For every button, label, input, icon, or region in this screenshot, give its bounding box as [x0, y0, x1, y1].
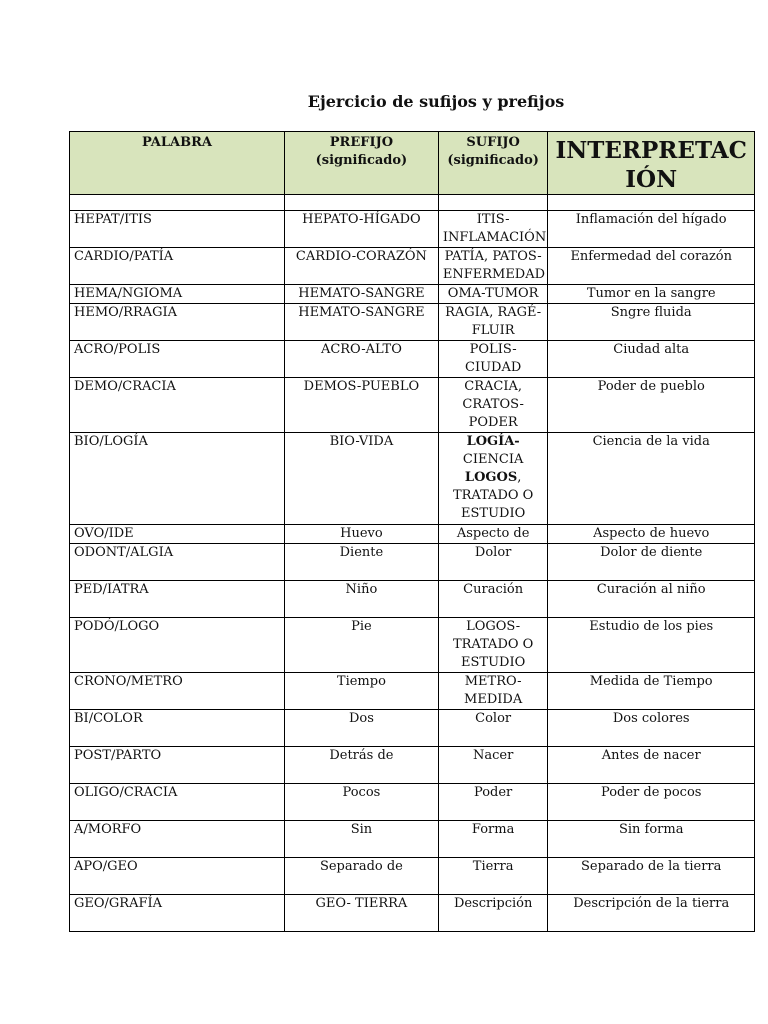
document-title: Ejercicio de sufijos y prefijos — [307, 92, 565, 111]
header-prefijo: PREFIJO (significado) — [284, 132, 438, 195]
sufijo-line: PATÍA, PATOS- — [444, 249, 542, 264]
cell-prefijo: Separado de — [284, 858, 438, 895]
table-row — [70, 747, 755, 784]
cell-sufijo — [438, 784, 548, 821]
cell-interpretacion: Descripción de la tierra — [548, 895, 755, 932]
cell-sufijo — [438, 821, 548, 858]
cell-interpretacion: Poder de pocos — [548, 784, 755, 821]
cell-prefijo: HEMATO-SANGRE — [284, 304, 438, 341]
cell-sufijo — [438, 673, 548, 710]
sufijo-line: CIENCIA — [462, 452, 524, 467]
table-row — [70, 821, 755, 858]
cell-prefijo: HEPATO-HÍGADO — [284, 211, 438, 248]
header-sufijo: SUFIJO (significado) — [438, 132, 548, 195]
table-body — [70, 211, 755, 932]
cell-prefijo: Sin — [284, 821, 438, 858]
cell-sufijo — [438, 433, 548, 525]
sufijo-line: CRACIA, — [464, 379, 522, 394]
table-row — [70, 673, 755, 710]
cell-interpretacion: Ciudad alta — [548, 341, 755, 378]
cell-sufijo — [438, 378, 548, 433]
cell-sufijo — [438, 618, 548, 673]
cell-sufijo — [438, 525, 548, 544]
table-row — [70, 710, 755, 747]
header-row — [70, 132, 755, 195]
sufijo-line: RAGIA, RAGÉ- — [445, 305, 542, 320]
cell-prefijo: Pocos — [284, 784, 438, 821]
sufijo-line: ITIS- — [476, 212, 510, 227]
cell-palabra: PED/IATRA — [70, 581, 285, 618]
cell-prefijo: CARDIO-CORAZÓN — [284, 248, 438, 285]
cell-interpretacion: Medida de Tiempo — [548, 673, 755, 710]
cell-prefijo: HEMATO-SANGRE — [284, 285, 438, 304]
cell-sufijo — [438, 285, 548, 304]
cell-prefijo: DEMOS-PUEBLO — [284, 378, 438, 433]
cell-interpretacion: Ciencia de la vida — [548, 433, 755, 525]
sufijo-line: Nacer — [472, 748, 514, 763]
table-row — [70, 858, 755, 895]
table-row — [70, 285, 755, 304]
cell-palabra: HEMO/RRAGIA — [70, 304, 285, 341]
table-row — [70, 211, 755, 248]
cell-palabra: CRONO/METRO — [70, 673, 285, 710]
cell-prefijo: Dos — [284, 710, 438, 747]
cell-palabra: BI/COLOR — [70, 710, 285, 747]
cell-prefijo: Pie — [284, 618, 438, 673]
sufijo-line: Dolor — [474, 545, 512, 560]
cell-interpretacion: Dos colores — [548, 710, 755, 747]
cell-sufijo — [438, 341, 548, 378]
sufijo-line: LOGOS- — [466, 619, 521, 634]
table-row — [70, 433, 755, 525]
cell-palabra: GEO/GRAFÍA — [70, 895, 285, 932]
cell-palabra: BIO/LOGÍA — [70, 433, 285, 525]
cell-interpretacion: Dolor de diente — [548, 544, 755, 581]
cell-interpretacion: Aspecto de huevo — [548, 525, 755, 544]
cell-palabra: OVO/IDE — [70, 525, 285, 544]
cell-interpretacion: Inflamación del hígado — [548, 211, 755, 248]
table-row — [70, 341, 755, 378]
sufijo-line: FLUIR — [471, 323, 515, 338]
cell-interpretacion: Poder de pueblo — [548, 378, 755, 433]
sufijo-line: TRATADO O — [452, 637, 534, 652]
cell-interpretacion: Sin forma — [548, 821, 755, 858]
cell-sufijo — [438, 747, 548, 784]
table-row — [70, 544, 755, 581]
cell-prefijo: Diente — [284, 544, 438, 581]
sufijo-line: Color — [475, 711, 512, 726]
sufijo-line: Tierra — [472, 859, 514, 874]
sufijo-line: PODER — [468, 415, 518, 430]
sufijo-line: ESTUDIO — [461, 655, 526, 670]
cell-palabra: HEMA/NGIOMA — [70, 285, 285, 304]
sufijo-line: LOGOS, — [464, 470, 522, 485]
table-row — [70, 784, 755, 821]
cell-palabra: PODÓ/LOGO — [70, 618, 285, 673]
table-row — [70, 248, 755, 285]
cell-prefijo: Tiempo — [284, 673, 438, 710]
sufijo-line: Poder — [474, 785, 513, 800]
header-palabra: PALABRA — [70, 132, 285, 195]
sufijo-line: Curación — [463, 582, 524, 597]
sufijo-line: CRATOS- — [462, 397, 524, 412]
cell-interpretacion: Antes de nacer — [548, 747, 755, 784]
cell-prefijo: GEO- TIERRA — [284, 895, 438, 932]
cell-sufijo — [438, 248, 548, 285]
table-row — [70, 581, 755, 618]
cell-interpretacion: Tumor en la sangre — [548, 285, 755, 304]
cell-palabra: ACRO/POLIS — [70, 341, 285, 378]
cell-palabra: ODONT/ALGIA — [70, 544, 285, 581]
cell-sufijo — [438, 544, 548, 581]
sufijo-line: MEDIDA — [464, 692, 523, 707]
table-row — [70, 525, 755, 544]
spacer-row — [70, 195, 755, 211]
sufijo-line: Aspecto de — [456, 526, 530, 541]
cell-palabra: APO/GEO — [70, 858, 285, 895]
cell-palabra: CARDIO/PATÍA — [70, 248, 285, 285]
sufijo-line: TRATADO O — [452, 488, 534, 503]
cell-sufijo — [438, 710, 548, 747]
sufijo-line: METRO- — [464, 674, 522, 689]
sufijo-line: LOGÍA- — [466, 434, 520, 449]
cell-interpretacion: Sngre fluida — [548, 304, 755, 341]
table-row — [70, 895, 755, 932]
cell-sufijo — [438, 211, 548, 248]
cell-palabra: DEMO/CRACIA — [70, 378, 285, 433]
prefix-suffix-table — [69, 131, 755, 932]
cell-prefijo: Niño — [284, 581, 438, 618]
cell-interpretacion: Curación al niño — [548, 581, 755, 618]
sufijo-line: POLIS-CIUDAD — [465, 342, 522, 375]
table-row — [70, 618, 755, 673]
table-row — [70, 378, 755, 433]
sufijo-line: Forma — [471, 822, 515, 837]
sufijo-line: INFLAMACIÓN — [442, 230, 547, 245]
cell-palabra: HEPAT/ITIS — [70, 211, 285, 248]
cell-palabra: OLIGO/CRACIA — [70, 784, 285, 821]
cell-sufijo — [438, 858, 548, 895]
cell-palabra: A/MORFO — [70, 821, 285, 858]
cell-interpretacion: Separado de la tierra — [548, 858, 755, 895]
sufijo-line: ESTUDIO — [461, 506, 526, 521]
cell-prefijo: Huevo — [284, 525, 438, 544]
cell-sufijo — [438, 581, 548, 618]
cell-palabra: POST/PARTO — [70, 747, 285, 784]
table-row — [70, 304, 755, 341]
cell-sufijo — [438, 895, 548, 932]
cell-interpretacion: Enfermedad del corazón — [548, 248, 755, 285]
sufijo-line: ENFERMEDAD — [442, 267, 546, 282]
cell-interpretacion: Estudio de los pies — [548, 618, 755, 673]
cell-prefijo: BIO-VIDA — [284, 433, 438, 525]
cell-sufijo — [438, 304, 548, 341]
sufijo-line: OMA-TUMOR — [447, 286, 539, 301]
sufijo-line: Descripción — [453, 896, 533, 911]
header-interpretacion: INTERPRETACIÓN — [548, 132, 755, 195]
cell-prefijo: ACRO-ALTO — [284, 341, 438, 378]
cell-prefijo: Detrás de — [284, 747, 438, 784]
